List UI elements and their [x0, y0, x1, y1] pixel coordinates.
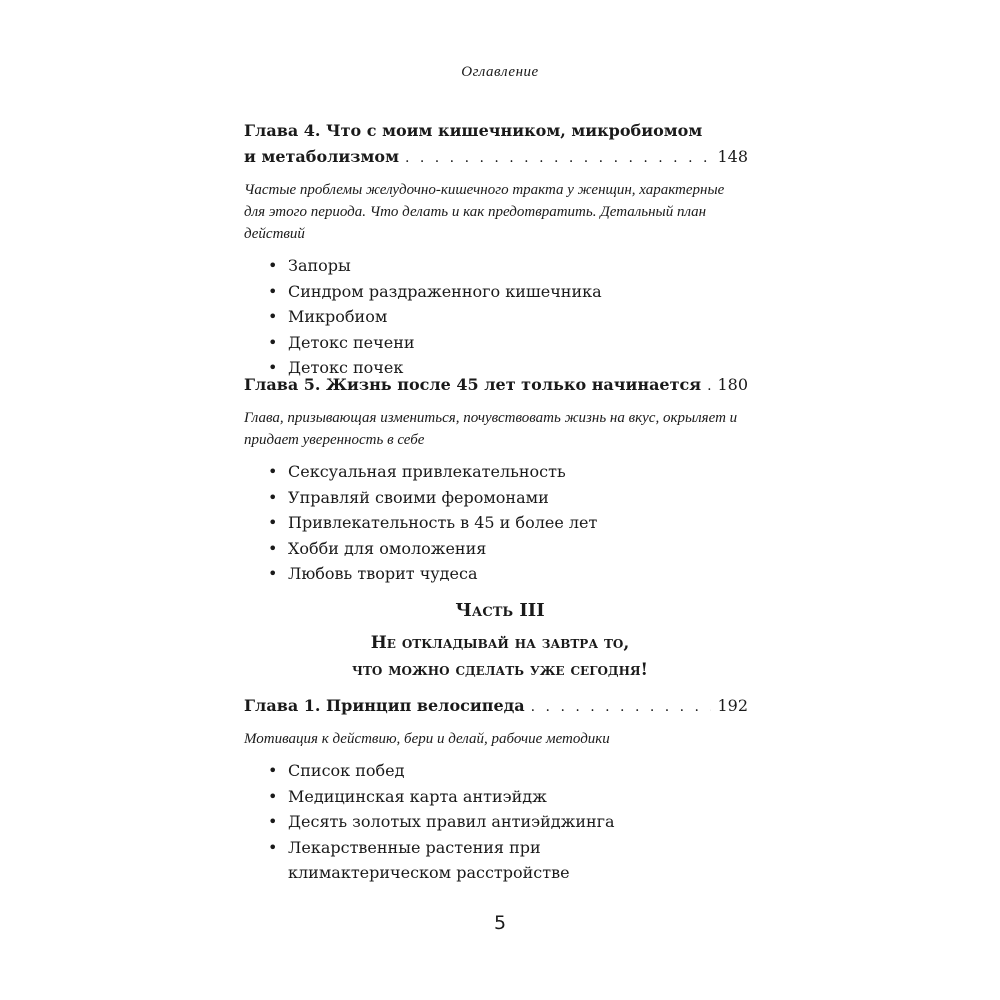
toc-line: [244, 372, 748, 399]
bullet-icon: •: [268, 462, 278, 481]
chapter-title: Глава 4. Что с моим кишечником, микробиомом: [244, 121, 703, 140]
part-heading: [0, 596, 1000, 684]
list-item: • Лекарственные растения при климактерическом расстройстве: [268, 835, 688, 886]
bullet-icon: •: [268, 281, 278, 301]
bullet-icon: •: [268, 538, 278, 558]
list-item: • Любовь творит чудеса: [268, 561, 748, 587]
list-item: • Детокс почек: [268, 355, 748, 381]
chapter-description: Частые проблемы желудочно-кишечного тракта у женщин, характерные для этого периода. Что делать и как предотвратить. Детальный план действий: [244, 182, 725, 242]
bullet-icon: •: [268, 307, 278, 326]
bullet-icon: •: [268, 487, 278, 507]
toc-entry-chapter-5: [244, 372, 748, 587]
bullet-icon: •: [268, 332, 278, 352]
bullet-icon: •: [268, 358, 278, 377]
list-item: • Запоры: [268, 253, 748, 279]
list-item: • Медицинская карта антиэйдж: [268, 784, 748, 810]
list-item: • Сексуальная привлекательность: [268, 459, 748, 485]
chapter-description: Глава, призывающая измениться, почувствовать жизнь на вкус, окрыляет и придает уверенность в себе: [244, 410, 738, 448]
topic-list: [244, 758, 748, 886]
topic-list: [244, 253, 748, 381]
toc-line: [244, 144, 748, 171]
topic-list: [244, 459, 748, 587]
page-number: 5: [493, 912, 507, 934]
part-title-continued: что можно сделать уже сегодня!: [352, 660, 648, 680]
page-reference: 180: [717, 375, 748, 394]
bullet-icon: •: [268, 564, 278, 583]
list-item: • Детокс печени: [268, 330, 748, 356]
bullet-icon: •: [268, 513, 278, 532]
running-head: Оглавление: [461, 64, 539, 80]
dot-leader: [531, 694, 712, 720]
part-label: Часть III: [455, 600, 545, 621]
list-item: • Управляй своими феромонами: [268, 485, 748, 511]
chapter-description: Мотивация к действию, бери и делай, рабочие методики: [244, 731, 610, 747]
page-reference: 148: [717, 147, 748, 166]
list-item: • Синдром раздраженного кишечника: [268, 279, 748, 305]
list-item: • Список побед: [268, 758, 748, 784]
toc-line: [244, 693, 748, 720]
bullet-icon: •: [268, 786, 278, 806]
toc-entry-chapter-1: [244, 693, 748, 886]
chapter-title: Глава 1. Принцип велосипеда: [244, 696, 525, 715]
page-reference: 192: [717, 696, 748, 715]
bullet-icon: •: [268, 837, 278, 857]
list-item: • Привлекательность в 45 и более лет: [268, 510, 748, 536]
chapter-title: Глава 5. Жизнь после 45 лет только начинается: [244, 375, 702, 394]
list-item: • Хобби для омоложения: [268, 536, 748, 562]
list-item: • Десять золотых правил антиэйджинга: [268, 809, 748, 835]
part-title: Не откладывай на завтра то,: [370, 633, 630, 653]
toc-entry-chapter-4: [244, 118, 748, 381]
bullet-icon: •: [268, 761, 278, 780]
dot-leader: [405, 145, 711, 171]
bullet-icon: •: [268, 256, 278, 275]
list-item: • Микробиом: [268, 304, 748, 330]
bullet-icon: •: [268, 812, 278, 831]
chapter-title-continued: и метаболизмом: [244, 147, 399, 166]
dot-leader: [707, 373, 711, 399]
